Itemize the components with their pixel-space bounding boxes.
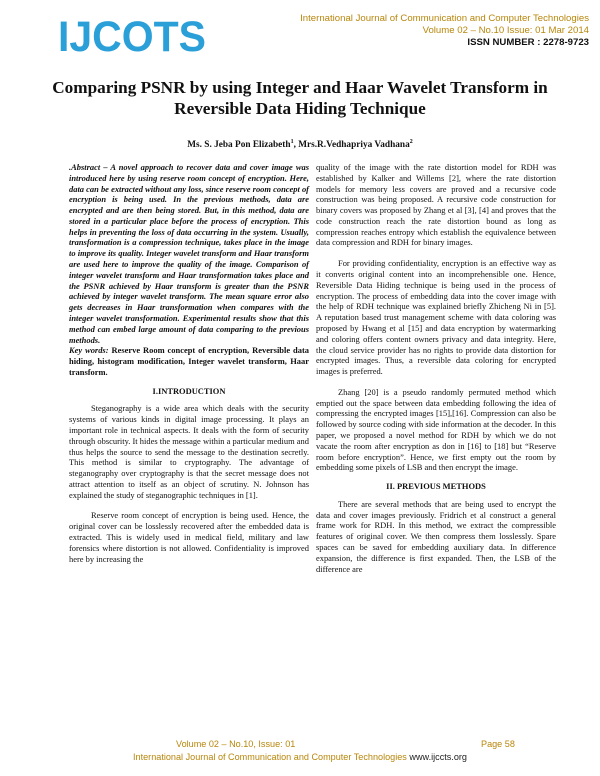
author-2: Mrs.R.Vedhapriya Vadhana (298, 140, 410, 151)
intro-paragraph-1: Steganography is a wide area which deals with the security systems of various kinds in digital image processing. It plays an important role in technical aspects. It deals with the form of security through obscurity. It hides the message within a particular medium and thus helps the source to send the message to the destination secretly. This method is similar to cryptography. The advantage of steganography over cryptography is that the secret message does not attract attention to itself as an object of scrutiny. N. Johnson has explained the study of steganographic techniques in [1]. (69, 403, 309, 500)
journal-logo (58, 13, 208, 57)
author-1: Ms. S. Jeba Pon Elizabeth (187, 140, 291, 151)
author-1-affiliation: 1 (290, 139, 294, 145)
journal-name: International Journal of Communication and Computer Technologies (300, 13, 589, 24)
section-heading-previous-methods: II. PREVIOUS METHODS (386, 481, 486, 492)
keywords-text: Reserve Room concept of encryption, Reversible data hiding, histogram modification, Integer wavelet transform, Haar transform. (69, 345, 309, 377)
section-heading-introduction: I.INTRODUCTION (152, 385, 226, 396)
author-2-affiliation: 2 (409, 139, 413, 145)
previous-methods-paragraph: There are several methods that are being used to encrypt the data and cover images previously. Fridrich et al construct a general frame work for RDH. In this method, we extract the compressible features of original cover. We then compress them losslessly. Spare spaces can be saved for embedding auxiliary data. In difference expansion, the difference is first expanded. Then, the LSB of the difference are (316, 498, 556, 574)
right-paragraph-0: quality of the image with the rate distortion model for RDH was established by Kalker and Willems [2], where the rate distortion models for memory less covers are proved and a recursive code construction was being proposed. A recursive code construction for binary covers was proposed by Zhang et al [3], [4] and proves that the code construction reach the rate distortion bound as long as compression reaches entropy which establish the equivalence between data compression and RDH for binary images. (316, 162, 556, 248)
footer-page-number: Page 58 (481, 739, 515, 749)
abstract: .Abstract – A novel approach to recover data and cover image was introduced here by using reserve room concept of encryption. Here, data can be extracted without any loss, since reserve room concept of encryption is being used. In the previous methods, data are encrypted and are then being stored. But, in this method, data are stored in a particular place before the process of encryption. This helps in preventing the loss of data occurring in the system. Usually, transformation is a compression technique, takes place in the image to improve its quality. Integer wavelet transform and Haar transform are used here to improve the quality of the image. Comparison of integer wavelet transform and Haar transformation takes place and the PSNR achieved by Haar transform is greater than the PSNR achieved by integer wavelet transform. The mean square error also gets decreases in Haar transformation when compares with the integer wavelet transformation. Experimental results show that this method can embed large amount of data comparing to the previous methods. (69, 162, 309, 345)
right-column (316, 162, 556, 574)
footer-volume: Volume 02 – No.10, Issue: 01 (176, 739, 296, 749)
intro-paragraph-2: Reserve room concept of encryption is being used. Hence, the original cover can be losslessly recovered after the embedded data is extracted. This is widely used in medical field, military and law forensics where distortion is not allowed. Confidentiality is improved here by increasing the (69, 510, 309, 564)
left-column (69, 162, 309, 564)
paper-title: Comparing PSNR by using Integer and Haar Wavelet Transform in Reversible Data Hiding Technique (52, 78, 548, 118)
footer-journal-line (0, 751, 600, 763)
author-separator: , (293, 140, 299, 151)
journal-issn: ISSN NUMBER : 2278-9723 (467, 37, 589, 48)
keywords (69, 345, 309, 377)
journal-header-info (300, 13, 589, 49)
footer-journal-name: International Journal of Communication and Computer Technologies (133, 752, 407, 762)
paper-authors (40, 139, 560, 150)
journal-logo-text: IJCOTS (58, 13, 206, 57)
right-paragraph-1: For providing confidentiality, encryption is an effective way as it converts original content into an incomprehensible one. Hence, Reversible Data Hiding technique is being used in the process of encryption. The process of embedding data into the cover image with the help of RDH technique was explained briefly Zhicheng Ni in [5]. A reputation based trust management scheme with data coloring was proposed by Hwang et al [15] and data encryption by watermarking and coloring offers content owners privacy and data integrity. Here, the cloud service provider has no rights to provide data distortion for encrypted images. Thus, a reversible data coloring for encrypted images is preferred. (316, 258, 556, 377)
keywords-label: Key words: (69, 345, 109, 356)
footer-website-link[interactable]: www.ijccts.org (409, 752, 467, 762)
right-paragraph-2: Zhang [20] is a pseudo randomly permuted method which emptied out the space between data embedding following the idea of compressing the encrypted images [15],[16]. Compression can also be followed by source coding with side information at the decoder. In this paper, we proposed a novel method for RDH by which we do not vacate the room after encryption as don in [16] to [18] but “Reserve room before encryption”. Hence, we first empty out the room by embedding some pixels of LSB and then encrypt the image. (316, 386, 556, 473)
journal-issue: Volume 02 – No.10 Issue: 01 Mar 2014 (422, 25, 589, 36)
